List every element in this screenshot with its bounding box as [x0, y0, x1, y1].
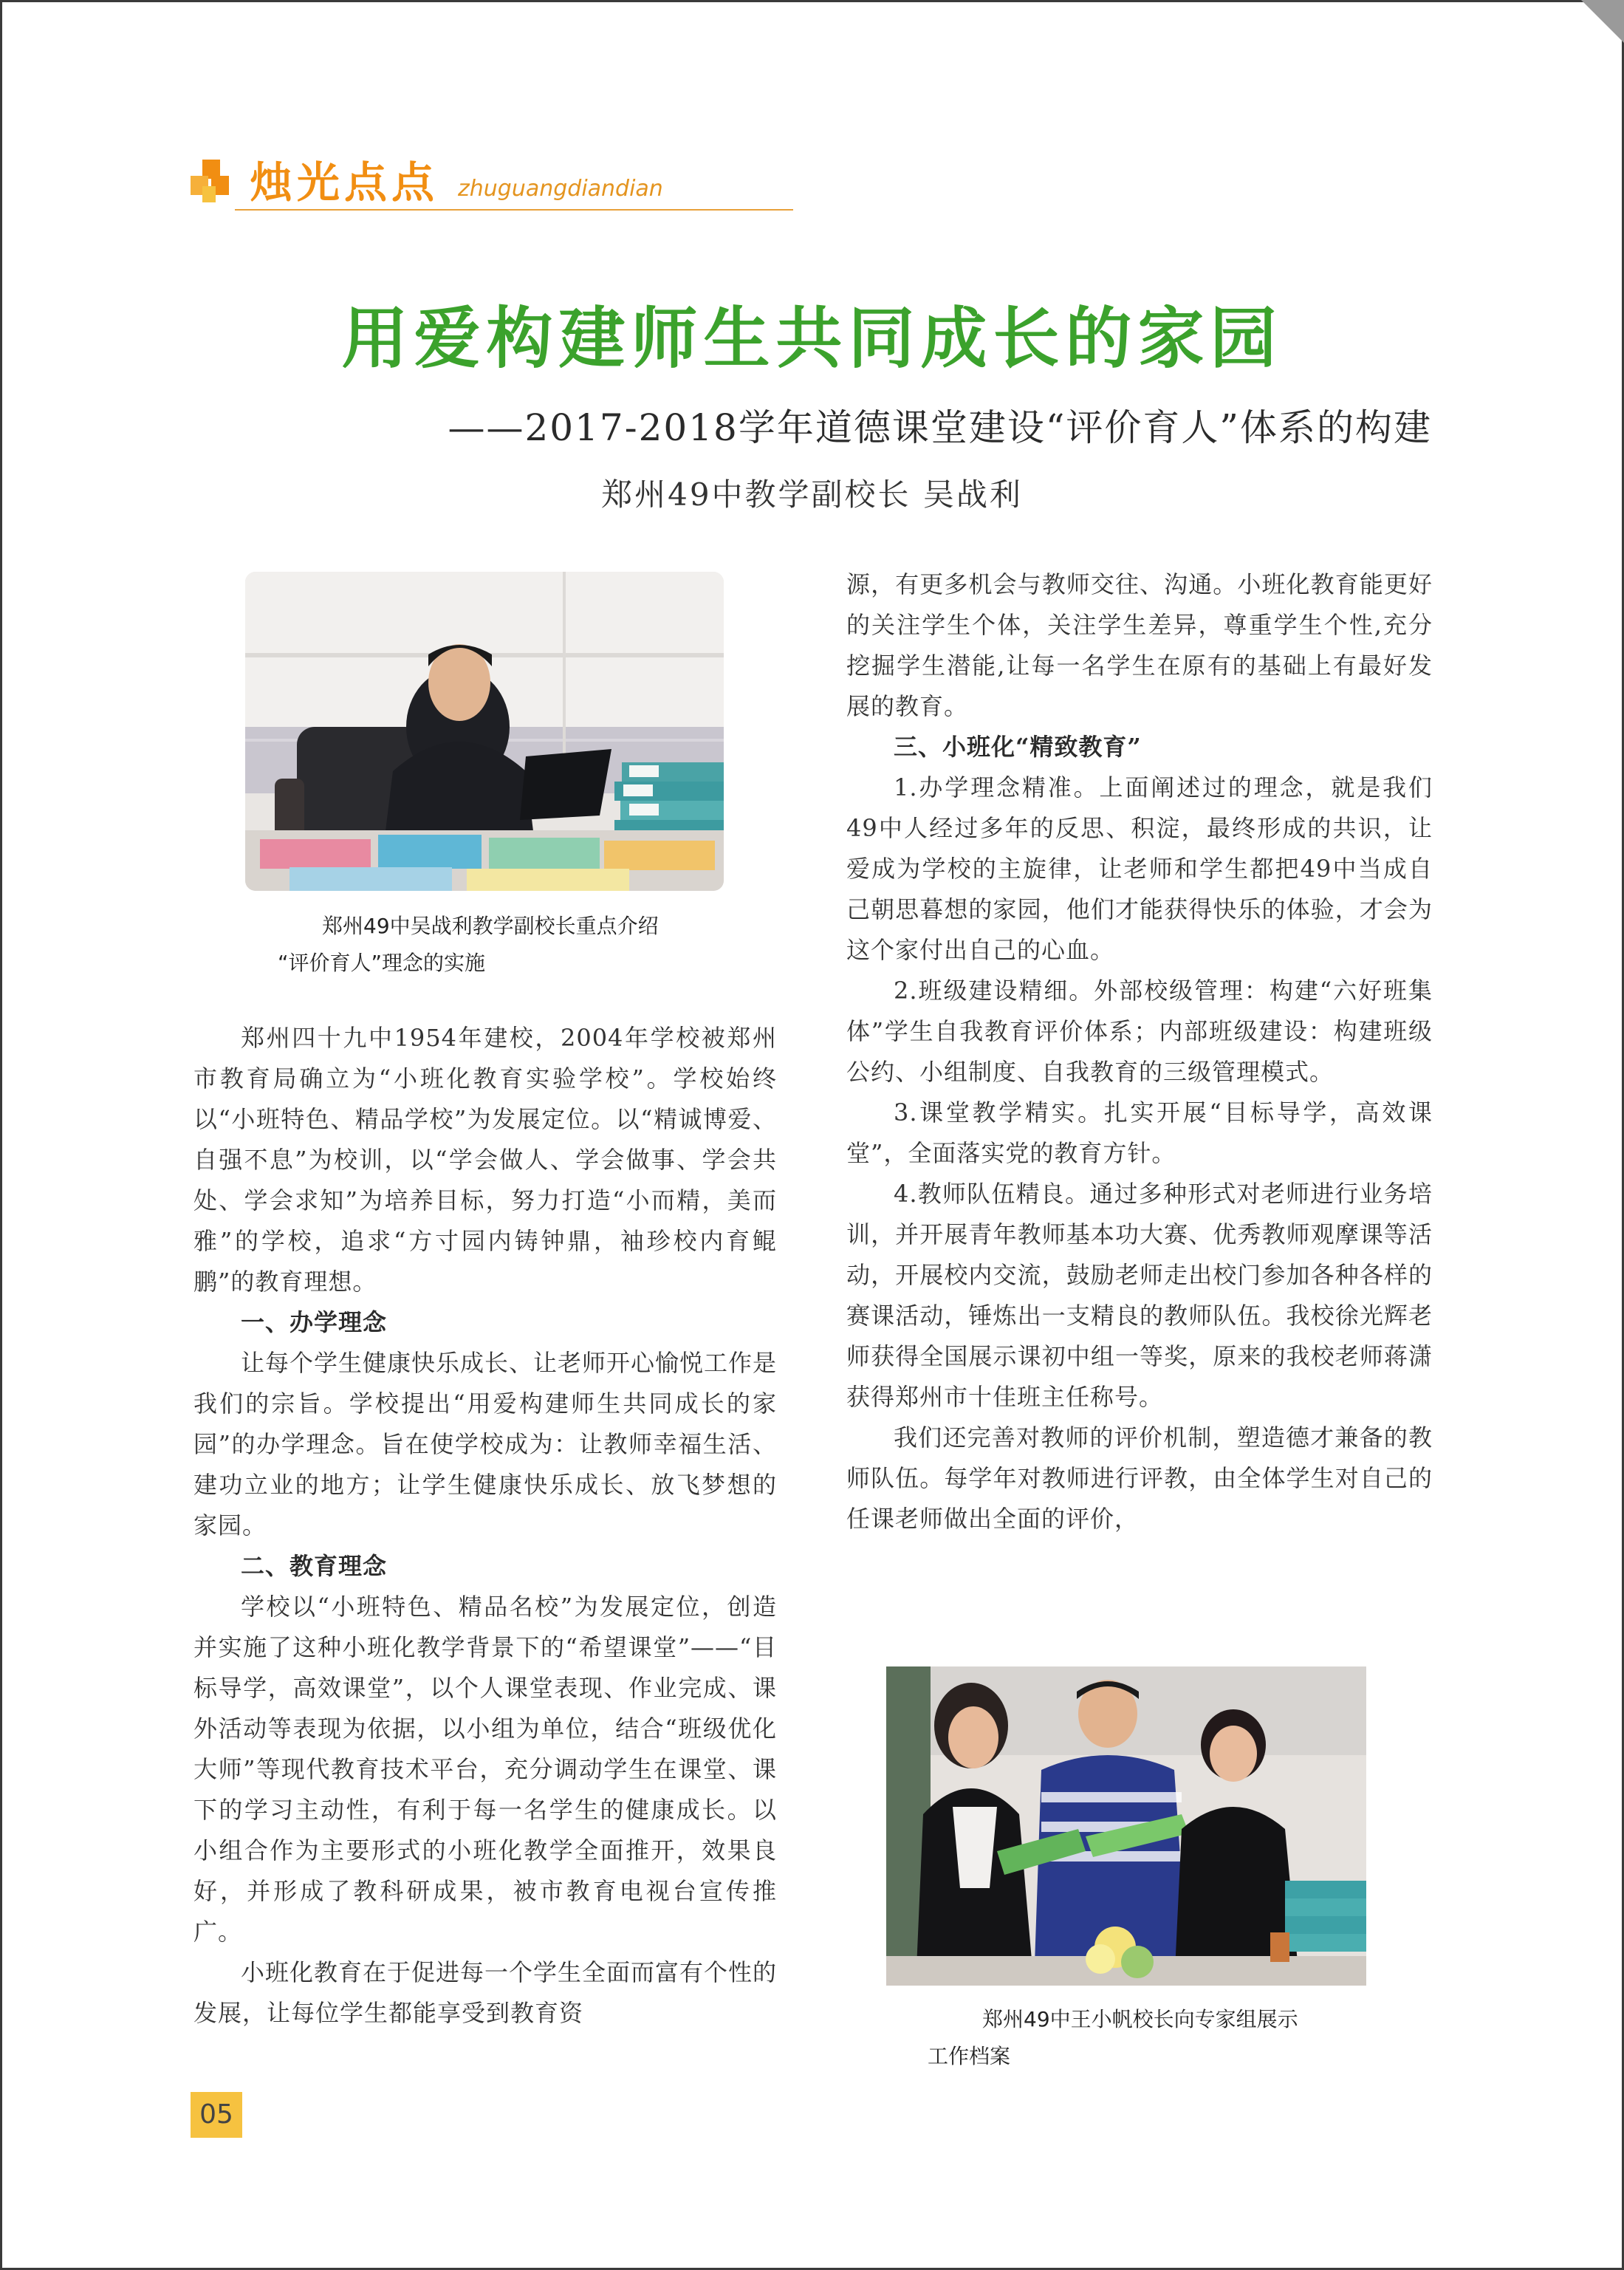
section-heading-1: 一、办学理念 [241, 1308, 388, 1336]
article-byline: 郑州49中教学副校长 吴战利 [601, 476, 1023, 513]
column-logo-icon [191, 160, 232, 205]
paragraph: 3.课堂教学精实。扎实开展“目标导学，高效课堂”，全面落实党的教育方针。 [846, 1098, 1433, 1167]
paragraph: 学校以“小班特色、精品名校”为发展定位，创造并实施了这种小班化教学背景下的“希望课堂”——“目标导学，高效课堂”，以个人课堂表现、作业完成、课外活动等表现为依据，以小组为单位，结合“班级优化大师”等现代教育技术平台，充分调动学生在课堂、课下的学习主动性，有利于每一名学生的健康成长。以小组合作为主要形式的小班化教学全面推开，效果良好，并形成了教科研成果，被市教育电视台宣传推广。 [193, 1593, 777, 1946]
photo-vice-principal-caption-line1: 郑州49中吴战利教学副校长重点介绍 [322, 914, 659, 938]
photo-principal-archives [886, 1666, 1366, 1986]
page-number: 05 [191, 2092, 242, 2138]
column-pinyin: zhuguangdiandian [458, 176, 663, 202]
article-subtitle: ——2017-2018学年道德课堂建设“评价育人”体系的构建 [448, 406, 1432, 449]
paragraph: 我们还完善对教师的评价机制，塑造德才兼备的教师队伍。每学年对教师进行评教，由全体学生对自己的任课老师做出全面的评价， [846, 1423, 1433, 1533]
page-corner [1581, 0, 1624, 43]
photo-vice-principal [245, 572, 724, 891]
section-heading-3: 三、小班化“精致教育” [894, 733, 1142, 761]
photo-principal-archives-caption-line2: 工作档案 [928, 2044, 1011, 2068]
paragraph: 让每个学生健康快乐成长、让老师开心愉悦工作是我们的宗旨。学校提出“用爱构建师生共同成长的家园”的办学理念。旨在使学校成为：让教师幸福生活、建功立业的地方；让学生健康快乐成长、放飞梦想的家园。 [193, 1349, 778, 1539]
left-column [193, 1018, 777, 2034]
article-title: 用爱构建师生共同成长的家园 [341, 300, 1283, 377]
photo-vice-principal-image [245, 572, 724, 891]
column-name: 烛光点点 [250, 157, 439, 208]
photo-principal-archives-image [886, 1666, 1366, 1986]
paragraph: 4.教师队伍精良。通过多种形式对老师进行业务培训，并开展青年教师基本功大赛、优秀教师观摩课等活动，开展校内交流，鼓励老师走出校门参加各种各样的赛课活动，锤炼出一支精良的教师队伍。我校徐光辉老师获得全国展示课初中组一等奖，原来的我校老师蒋潇获得郑州市十佳班主任称号。 [846, 1180, 1433, 1411]
photo-vice-principal-caption-line2: “评价育人”理念的实施 [278, 951, 486, 975]
intro-paragraph: 郑州四十九中1954年建校，2004年学校被郑州市教育局确立为“小班化教育实验学校”。学校始终以“小班特色、精品学校”为发展定位。以“精诚博爱、自强不息”为校训，以“学会做人、学会做事、学会共处、学会求知”为培养目标，努力打造“小而精，美而雅”的学校，追求“方寸园内铸钟鼎，袖珍校内育鲲鹏”的教育理想。 [193, 1024, 777, 1296]
section-heading-2: 二、教育理念 [241, 1552, 388, 1580]
photo-principal-archives-caption-line1: 郑州49中王小帆校长向专家组展示 [982, 2007, 1298, 2031]
paragraph: 2.班级建设精细。外部校级管理：构建“六好班集体”学生自我教育评价体系；内部班级建设：构建班级公约、小组制度、自我教育的三级管理模式。 [846, 977, 1433, 1086]
paragraph: 1.办学理念精准。上面阐述过的理念，就是我们49中人经过多年的反思、积淀，最终形成的共识，让爱成为学校的主旋律，让老师和学生都把49中当成自己朝思暮想的家园，他们才能获得快乐的体验，才会为这个家付出自己的心血。 [846, 773, 1433, 964]
paragraph: 小班化教育在于促进每一个学生全面而富有个性的发展，让每位学生都能享受到教育资 [193, 1958, 778, 2027]
right-column [846, 564, 1433, 1539]
continued-paragraph: 源，有更多机会与教师交往、沟通。小班化教育能更好的关注学生个体，关注学生差异，尊重学生个性,充分挖掘学生潜能,让每一名学生在原有的基础上有最好发展的教育。 [846, 570, 1433, 720]
header-divider [235, 209, 793, 211]
